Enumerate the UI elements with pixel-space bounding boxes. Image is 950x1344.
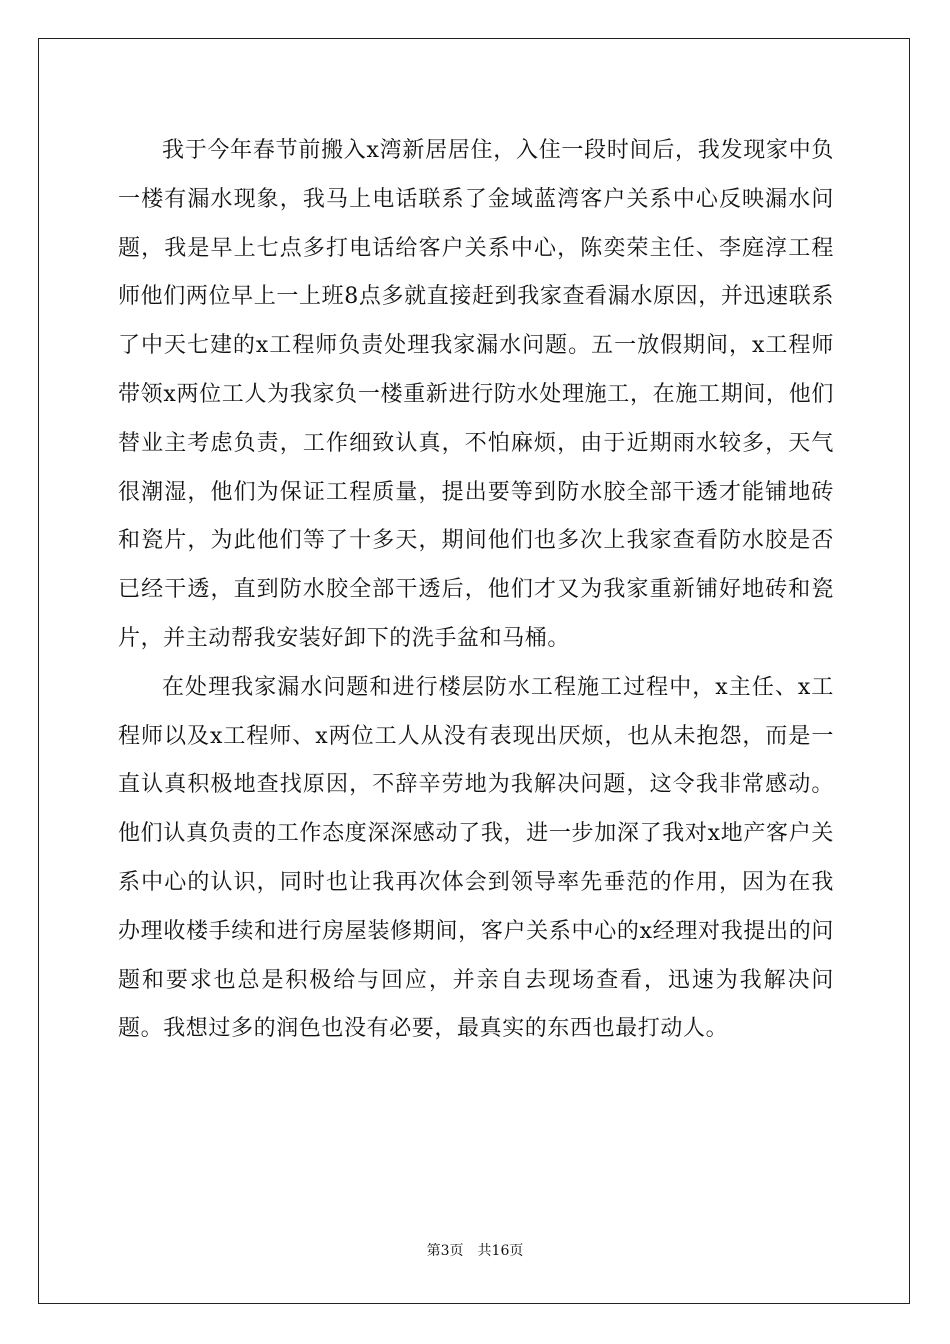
page-number: 第3页 — [426, 1243, 464, 1259]
page-total: 共16页 — [477, 1243, 524, 1259]
paragraph-2: 在处理我家漏水问题和进行楼层防水工程施工过程中，x主任、x工程师以及x工程师、x两位工人从没有表现出厌烦，也从未抱怨，而是一直认真积极地查找原因，不辞辛劳地为我解决问题，这令我非常感动。他们认真负责的工作态度深深感动了我，进一步加深了我对x地产客户关系中心的认识，同时也让我再次体会到领导率先垂范的作用，因为在我办理收楼手续和进行房屋装修期间，客户关系中心的x经理对我提出的问题和要求也总是积极给与回应，并亲自去现场查看，迅速为我解决问题。我想过多的润色也没有必要，最真实的东西也最打动人。 — [118, 674, 834, 1042]
paragraph-1: 我于今年春节前搬入x湾新居居住，入住一段时间后，我发现家中负一楼有漏水现象，我马上电话联系了金域蓝湾客户关系中心反映漏水问题，我是早上七点多打电话给客户关系中心，陈奕荣主任、李庭淳工程师他们两位早上一上班8点多就直接赶到我家查看漏水原因，并迅速联系了中天七建的x工程师负责处理我家漏水问题。五一放假期间，x工程师带领x两位工人为我家负一楼重新进行防水处理施工，在施工期间，他们替业主考虑负责，工作细致认真，不怕麻烦，由于近期雨水较多，天气很潮湿，他们为保证工程质量，提出要等到防水胶全部干透才能铺地砖和瓷片，为此他们等了十多天，期间他们也多次上我家查看防水胶是否已经干透，直到防水胶全部干透后，他们才又为我家重新铺好地砖和瓷片，并主动帮我安装好卸下的洗手盆和马桶。 — [118, 138, 834, 651]
document-body — [118, 127, 834, 1054]
page-footer — [0, 1240, 950, 1260]
